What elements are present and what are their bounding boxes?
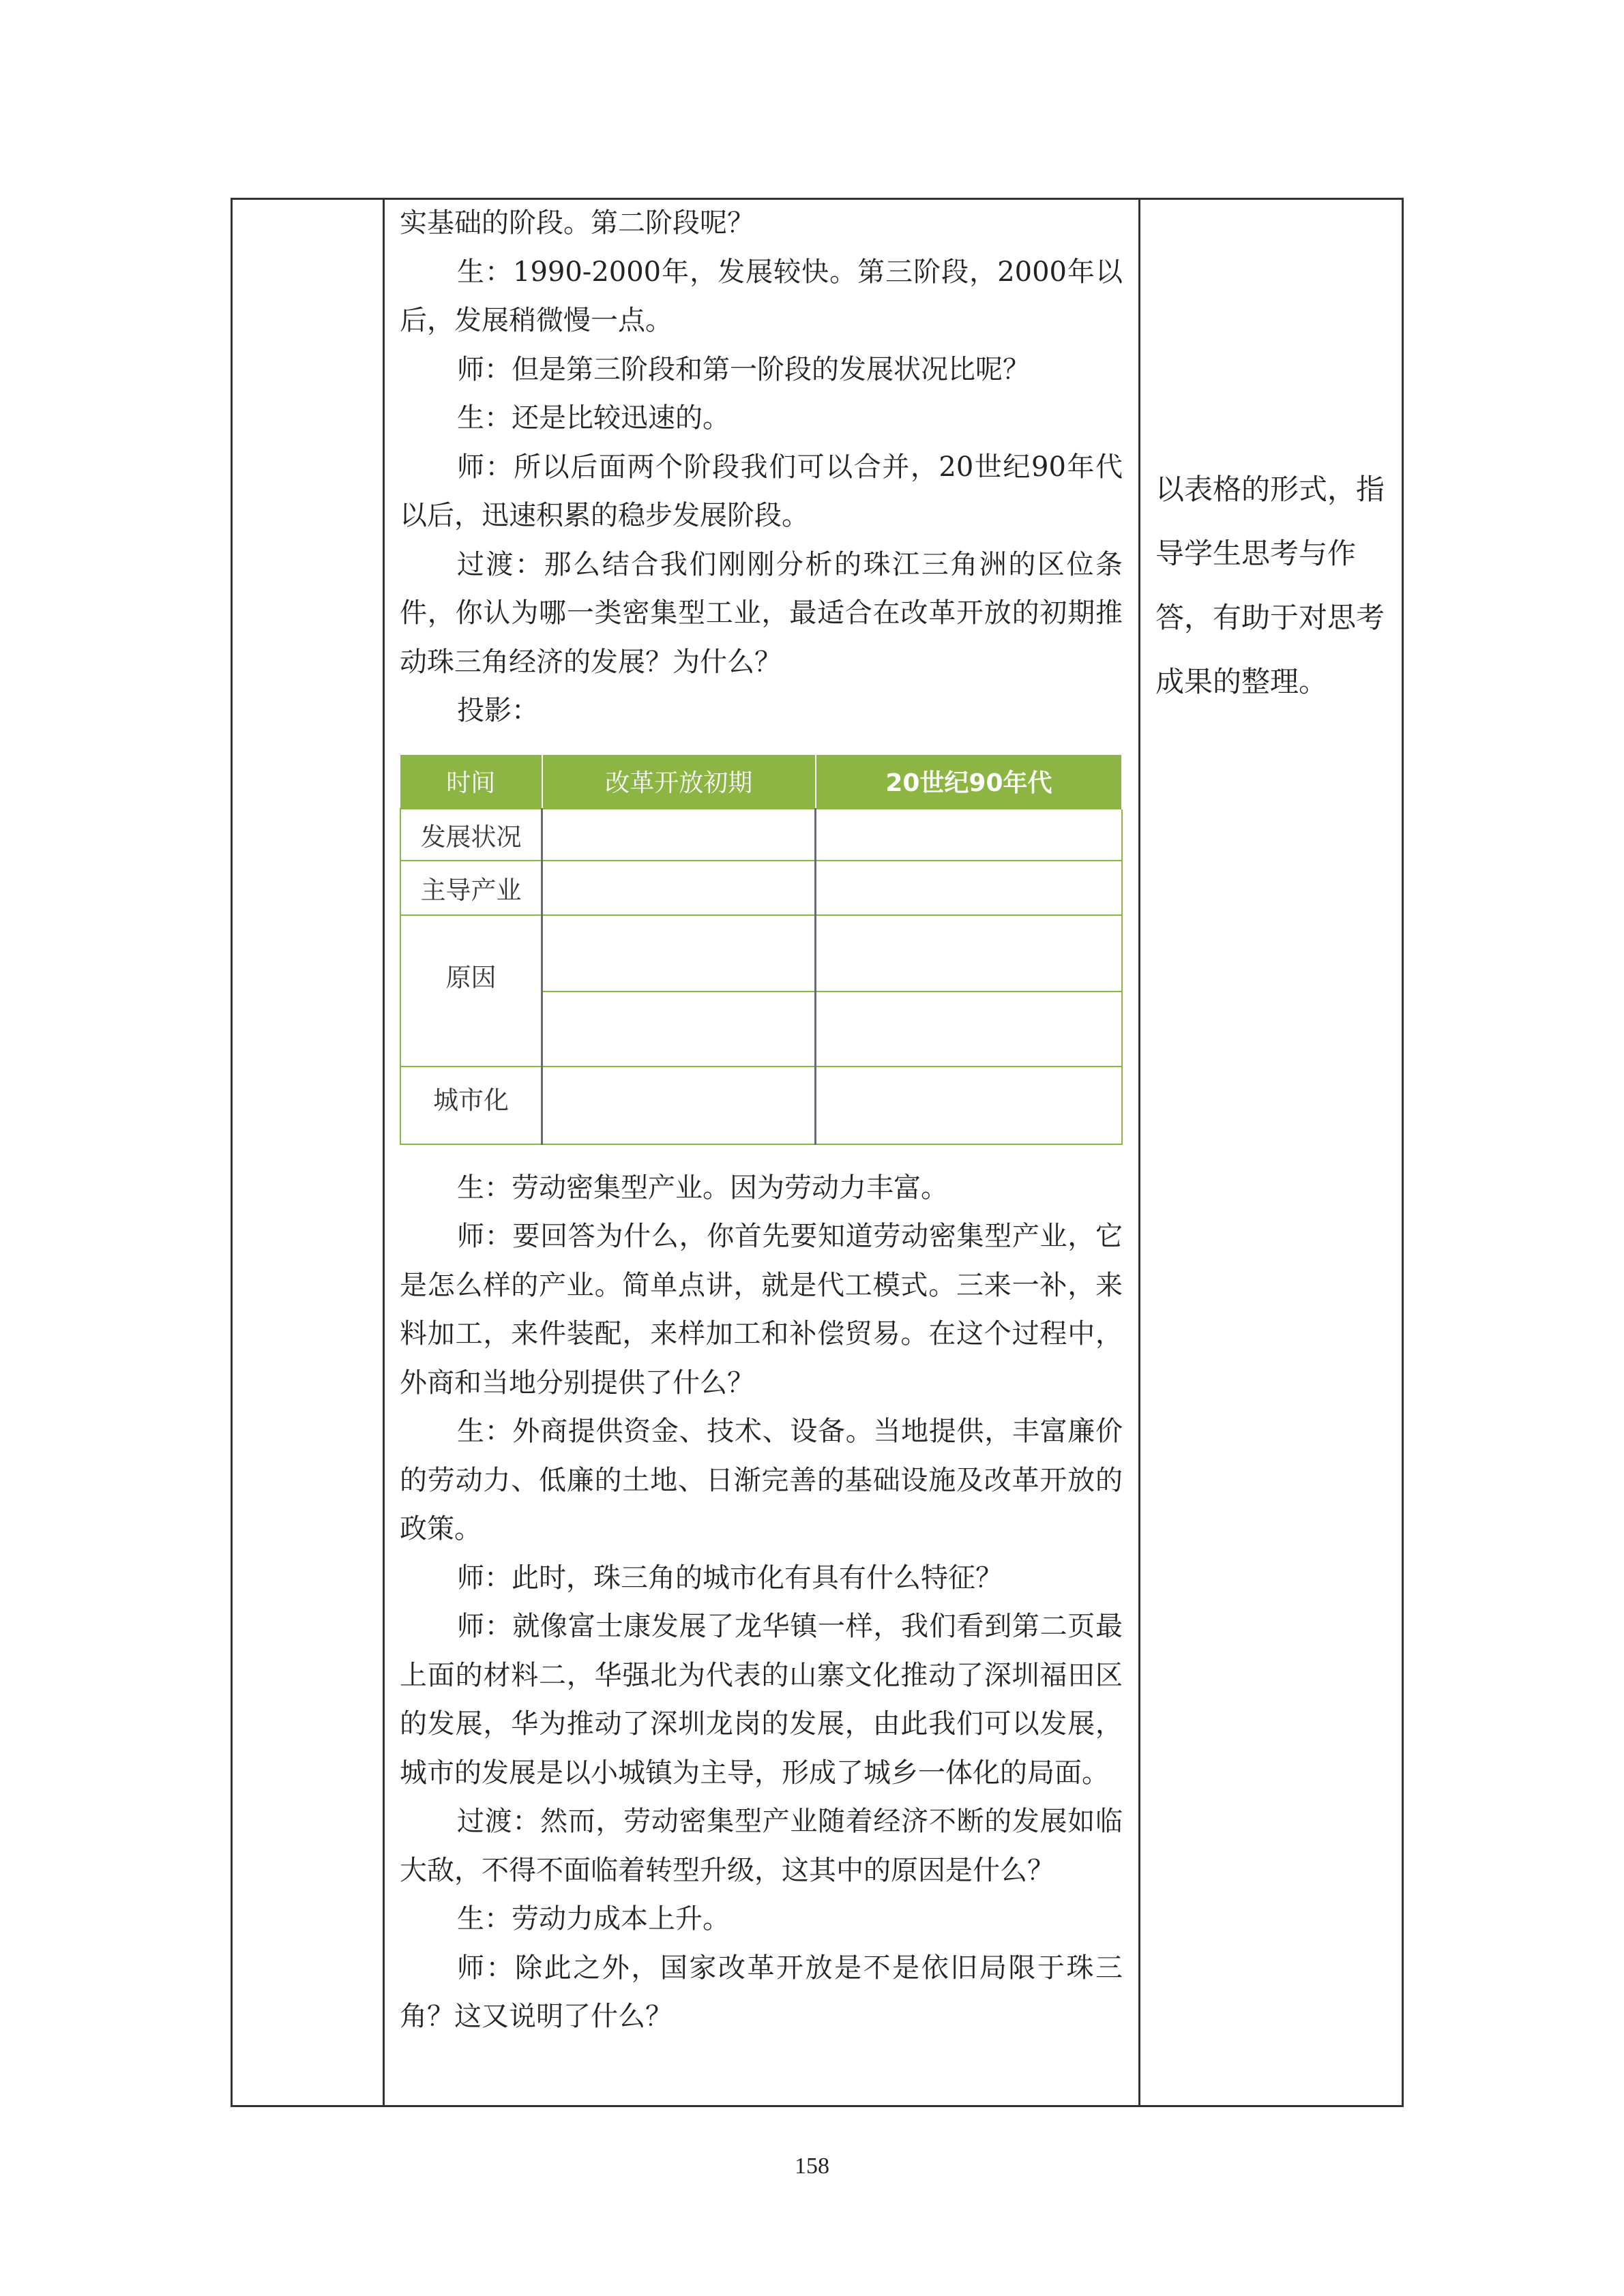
empty-cell [542, 915, 816, 992]
paragraph: 生：还是比较迅速的。 [457, 402, 730, 434]
paragraph: 生：1990-2000年，发展较快。第三阶段，2000年以后，发展稍微慢一点。 [400, 256, 1123, 336]
paragraph: 生：外商提供资金、技术、设备。当地提供，丰富廉价的劳动力、低廉的土地、日渐完善的基础设施及改革开放的政策。 [400, 1416, 1123, 1545]
paragraph: 师：但是第三阶段和第一阶段的发展状况比呢？ [457, 353, 1030, 385]
column-divider-left [383, 198, 385, 2107]
projection-table [400, 755, 1123, 1145]
empty-cell [816, 1067, 1122, 1144]
design-intent-note: 以表格的形式，指导学生思考与作答，有助于对思考成果的整理。 [1155, 473, 1385, 698]
empty-cell [816, 915, 1122, 992]
paragraph: 投影： [457, 695, 539, 726]
paragraph: 实基础的阶段。第二阶段呢？ [400, 207, 754, 239]
row-label-development: 发展状况 [400, 809, 542, 861]
paragraph: 过渡：然而，劳动密集型产业随着经济不断的发展如临大敌，不得不面临着转型升级，这其中的原因是什么？ [400, 1806, 1123, 1886]
paragraph: 师：所以后面两个阶段我们可以合并，20世纪90年代以后，迅速积累的稳步发展阶段。 [400, 451, 1123, 531]
empty-cell [816, 861, 1122, 915]
paragraph: 师：要回答为什么，你首先要知道劳动密集型产业，它是怎么样的产业。简单点讲，就是代工模式。三来一补，来料加工，来件装配，来样加工和补偿贸易。在这个过程中，外商和当地分别提供了什么？ [400, 1221, 1123, 1399]
row-label-industry: 主导产业 [400, 861, 542, 915]
header-1990s: 20世纪90年代 [816, 755, 1122, 809]
paragraph: 师：此时，珠三角的城市化有具有什么特征？ [457, 1562, 1003, 1594]
empty-cell [816, 992, 1122, 1067]
row-label-reason: 原因 [400, 915, 542, 1067]
row-label-urbanization: 城市化 [400, 1067, 542, 1144]
empty-cell [542, 1067, 816, 1144]
empty-cell [542, 861, 816, 915]
empty-cell [816, 809, 1122, 861]
header-time: 时间 [400, 755, 542, 809]
paragraph: 师：就像富士康发展了龙华镇一样，我们看到第二页最上面的材料二，华强北为代表的山寨文化推动了深圳福田区的发展，华为推动了深圳龙岗的发展，由此我们可以发展，城市的发展是以小城镇为主导，形成了城乡一体化的局面。 [400, 1611, 1123, 1789]
paragraph: 生：劳动密集型产业。因为劳动力丰富。 [457, 1172, 948, 1204]
paragraph: 生：劳动力成本上升。 [457, 1903, 730, 1935]
column-divider-right [1138, 198, 1140, 2107]
page-number: 158 [795, 2153, 829, 2179]
empty-cell [542, 809, 816, 861]
paragraph: 过渡：那么结合我们刚刚分析的珠江三角洲的区位条件，你认为哪一类密集型工业，最适合在改革开放的初期推动珠三角经济的发展？为什么？ [400, 548, 1123, 678]
empty-cell [542, 992, 816, 1067]
teaching-process-column [400, 199, 1123, 2042]
paragraph: 师：除此之外，国家改革开放是不是依旧局限于珠三角？这又说明了什么？ [400, 1952, 1123, 2032]
header-early-reform: 改革开放初期 [542, 755, 816, 809]
